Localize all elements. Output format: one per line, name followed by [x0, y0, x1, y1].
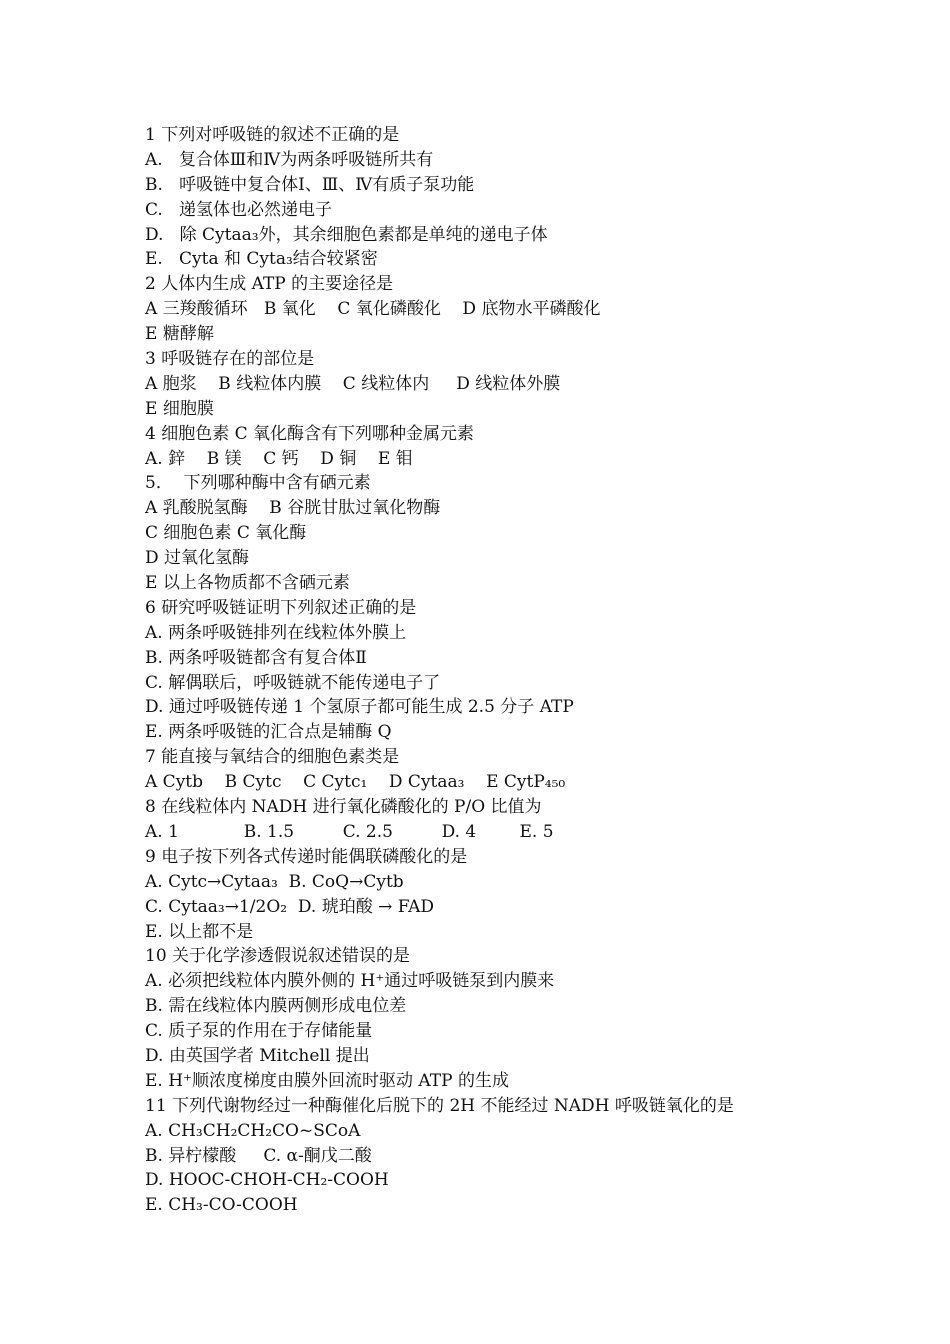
question-6-option-a: A. 两条呼吸链排列在线粒体外膜上	[145, 622, 407, 643]
question-8-options: A. 1 B. 1.5 C. 2.5 D. 4 E. 5	[145, 821, 554, 842]
question-11-option-a: A. CH₃CH₂CH₂CO~SCoA	[145, 1120, 361, 1141]
question-2-option-e: E 糖酵解	[145, 324, 214, 345]
question-4-options: A. 鋅 B 镁 C 钙 D 铜 E 钼	[145, 448, 413, 469]
question-11-option-e: E. CH₃-CO-COOH	[145, 1195, 298, 1216]
question-6-stem: 6 研究呼吸链证明下列叙述正确的是	[145, 597, 417, 618]
question-3-options-abcd: A 胞浆 B 线粒体内膜 C 线粒体内 D 线粒体外膜	[145, 373, 561, 394]
question-3-stem: 3 呼吸链存在的部位是	[145, 349, 315, 370]
question-9-stem: 9 电子按下列各式传递时能偶联磷酸化的是	[145, 846, 468, 867]
question-1-option-b: B. 呼吸链中复合体Ⅰ、Ⅲ、Ⅳ有质子泵功能	[145, 174, 475, 195]
question-5-options-ab: A 乳酸脱氢酶 B 谷胱甘肽过氧化物酶	[145, 498, 441, 519]
question-11-options-bc: B. 异柠檬酸 C. α-酮戊二酸	[145, 1145, 372, 1166]
question-1-option-a: A. 复合体Ⅲ和Ⅳ为两条呼吸链所共有	[145, 149, 434, 170]
question-3-option-e: E 细胞膜	[145, 398, 214, 419]
question-11-option-d: D. HOOC-CHOH-CH₂-COOH	[145, 1170, 389, 1191]
question-1-option-e: E. Cyta 和 Cyta₃结合较紧密	[145, 249, 378, 270]
question-10-option-a: A. 必须把线粒体内膜外侧的 H⁺通过呼吸链泵到内膜来	[145, 971, 555, 992]
question-2-options-abcd: A 三羧酸循环 B 氧化 C 氧化磷酸化 D 底物水平磷酸化	[145, 299, 601, 320]
question-4-stem: 4 细胞色素 C 氧化酶含有下列哪种金属元素	[145, 423, 475, 444]
question-2-stem: 2 人体内生成 ATP 的主要途径是	[145, 274, 394, 295]
question-6-option-d: D. 通过呼吸链传递 1 个氢原子都可能生成 2.5 分子 ATP	[145, 697, 574, 718]
question-1-option-d: D. 除 Cytaa₃外，其余细胞色素都是单纯的递电子体	[145, 224, 548, 245]
question-6-option-b: B. 两条呼吸链都含有复合体Ⅱ	[145, 647, 367, 668]
question-10-option-c: C. 质子泵的作用在于存储能量	[145, 1021, 373, 1042]
question-5-option-c: C 细胞色素 C 氧化酶	[145, 523, 307, 544]
question-1-option-c: C. 递氢体也必然递电子	[145, 199, 333, 220]
question-1-stem: 1 下列对呼吸链的叙述不正确的是	[145, 125, 400, 145]
question-5-option-e: E 以上各物质都不含硒元素	[145, 573, 350, 594]
question-10-option-b: B. 需在线粒体内膜两侧形成电位差	[145, 996, 407, 1017]
question-8-stem: 8 在线粒体内 NADH 进行氧化磷酸化的 P/O 比值为	[145, 797, 542, 818]
question-7-options: A Cytb B Cytc C Cytc₁ D Cytaa₃ E CytP₄₅₀	[145, 772, 566, 793]
question-9-options-cd: C. Cytaa₃→1/2O₂ D. 琥珀酸 → FAD	[145, 896, 435, 917]
question-5-stem: 5． 下列哪种酶中含有硒元素	[145, 473, 371, 494]
question-7-stem: 7 能直接与氧结合的细胞色素类是	[145, 747, 400, 768]
question-9-option-e: E. 以上都不是	[145, 921, 254, 942]
question-9-options-ab: A. Cytc→Cytaa₃ B. CoQ→Cytb	[145, 871, 404, 892]
question-10-option-d: D. 由英国学者 Mitchell 提出	[145, 1045, 370, 1066]
question-6-option-c: C. 解偶联后，呼吸链就不能传递电子了	[145, 672, 441, 693]
document-page	[145, 123, 925, 1218]
question-10-option-e: E. H⁺顺浓度梯度由膜外回流时驱动 ATP 的生成	[145, 1070, 509, 1091]
question-11-stem: 11 下列代谢物经过一种酶催化后脱下的 2H 不能经过 NADH 呼吸链氧化的是	[145, 1095, 734, 1116]
question-6-option-e: E. 两条呼吸链的汇合点是辅酶 Q	[145, 722, 392, 743]
question-10-stem: 10 关于化学渗透假说叙述错误的是	[145, 946, 411, 967]
question-5-option-d: D 过氧化氢酶	[145, 548, 250, 569]
